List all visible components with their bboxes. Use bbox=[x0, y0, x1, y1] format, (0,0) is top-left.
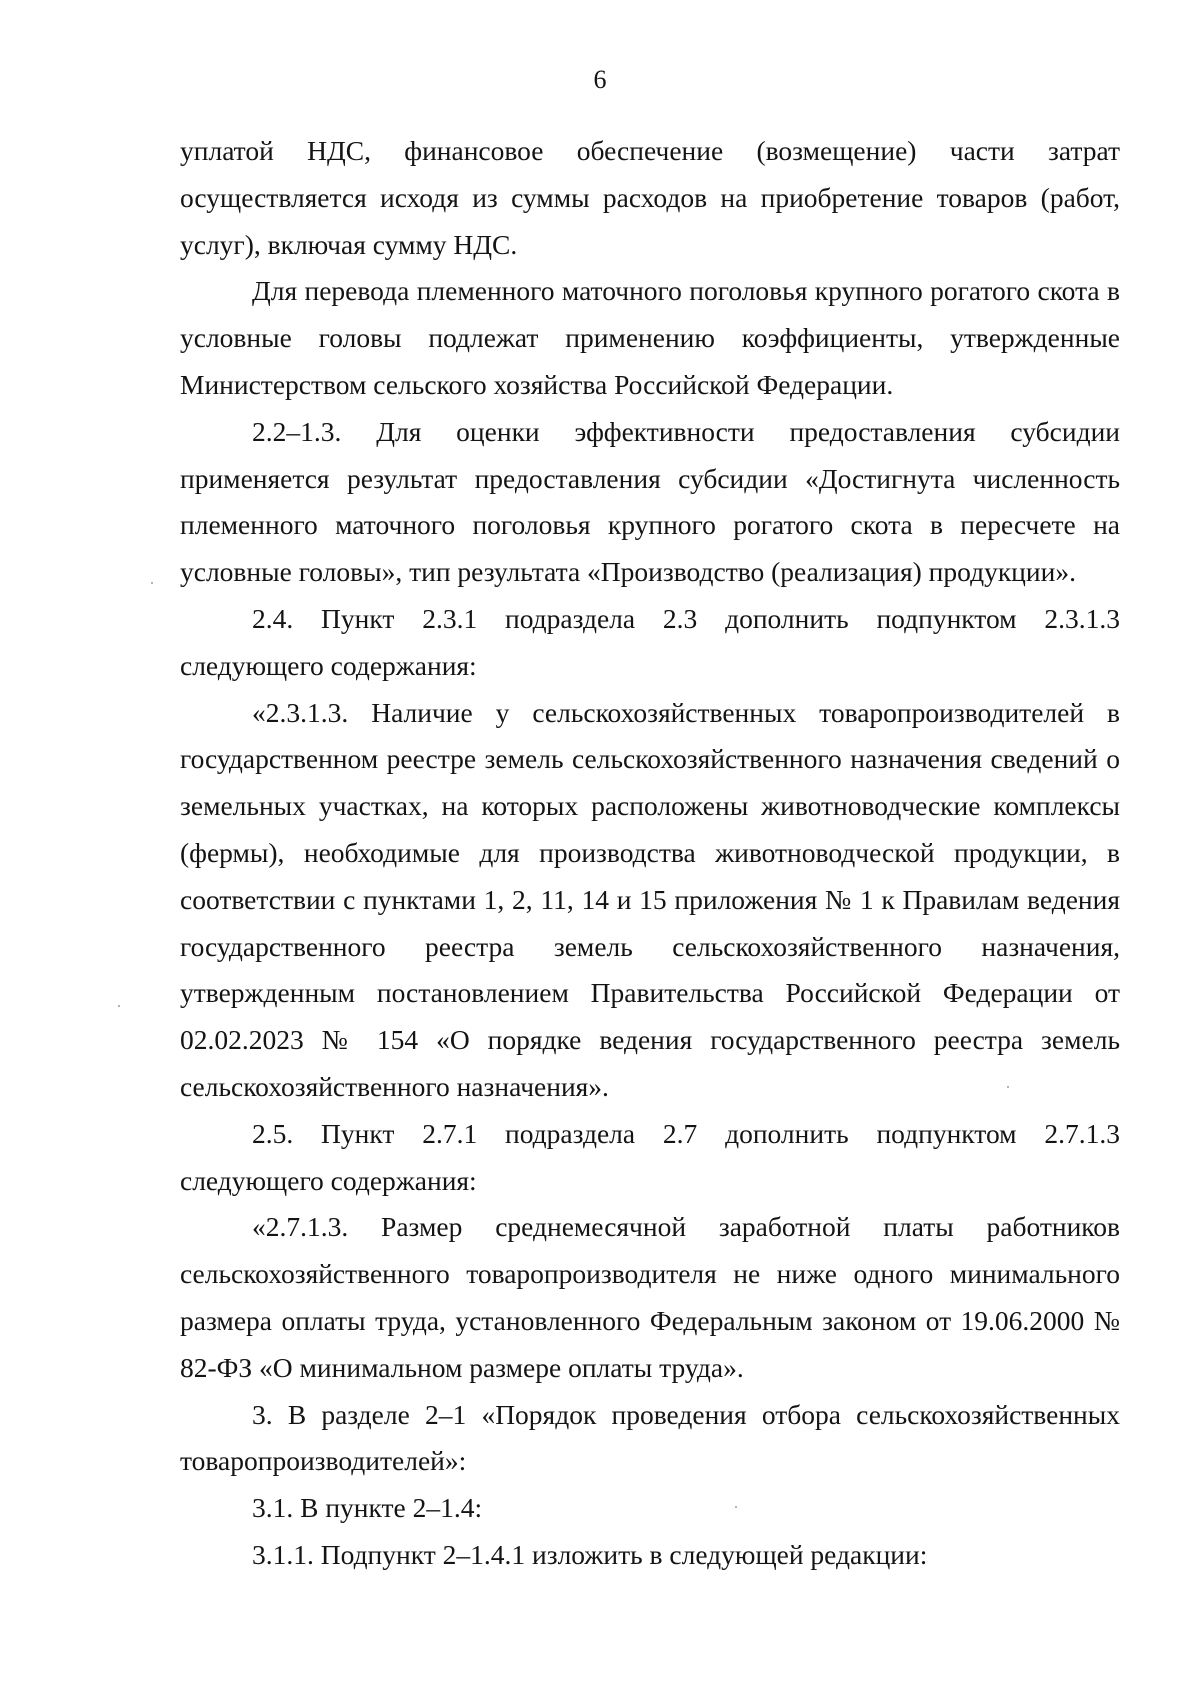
paragraph-3-1: 3.1. В пункте 2–1.4: bbox=[252, 1492, 483, 1524]
paragraph-vat-continuation: уплатой НДС, финансовое обеспечение (возмещение) части затрат осуществляется исходя из суммы расходов на приобретение товаров (работ, услуг), включая сумму НДС. bbox=[180, 135, 1120, 260]
paragraph-2-3-1-3: «2.3.1.3. Наличие у сельскохозяйственных товаропроизводителей в государственном реестре земель сельскохозяйственного назначения сведений о земельных участках, на которых расположены животноводческие комплексы (фермы), необходимые для производства животноводческой продукции, в соответствии с пунктами 1, 2, 11, 14 и 15 приложения № 1 к Правилам ведения государственного реестра земель сельскохозяйственного назначения, утвержденным постановлением Правительства Российской Федерации от 02.02.2023 № 154 «О порядке ведения государственного реестра земель сельскохозяйственного назначения». bbox=[180, 696, 1120, 1102]
paragraph-3-1-1: 3.1.1. Подпункт 2–1.4.1 изложить в следующей редакции: bbox=[252, 1538, 928, 1570]
document-body bbox=[180, 128, 1120, 1579]
scan-speck bbox=[151, 582, 153, 584]
paragraph-conversion-coefficients: Для перевода племенного маточного поголовья крупного рогатого скота в условные головы подлежат применению коэффициенты, утвержденные Министерством сельского хозяйства Российской Федерации. bbox=[180, 275, 1120, 400]
scan-speck bbox=[118, 1005, 120, 1007]
paragraph-2-5: 2.5. Пункт 2.7.1 подраздела 2.7 дополнить подпунктом 2.7.1.3 следующего содержания: bbox=[180, 1117, 1120, 1196]
paragraph-2-4: 2.4. Пункт 2.3.1 подраздела 2.3 дополнить подпунктом 2.3.1.3 следующего содержания: bbox=[180, 602, 1120, 681]
scan-speck bbox=[735, 1506, 737, 1508]
paragraph-2-2-1-3: 2.2–1.3. Для оценки эффективности предоставления субсидии применяется результат предоставления субсидии «Достигнута численность племенного маточного поголовья крупного рогатого скота в пересчете на условные головы», тип результата «Производство (реализация) продукции». bbox=[180, 415, 1120, 588]
paragraph-2-7-1-3: «2.7.1.3. Размер среднемесячной заработной платы работников сельскохозяйственного товаропроизводителя не ниже одного минимального размера оплаты труда, установленного Федеральным законом от 19.06.2000 № 82-ФЗ «О минимальном размере оплаты труда». bbox=[180, 1211, 1120, 1383]
scan-speck bbox=[1007, 1086, 1009, 1088]
page-number: 6 bbox=[593, 65, 607, 94]
paragraph-3: 3. В разделе 2–1 «Порядок проведения отбора сельскохозяйственных товаропроизводителей»: bbox=[180, 1398, 1120, 1477]
